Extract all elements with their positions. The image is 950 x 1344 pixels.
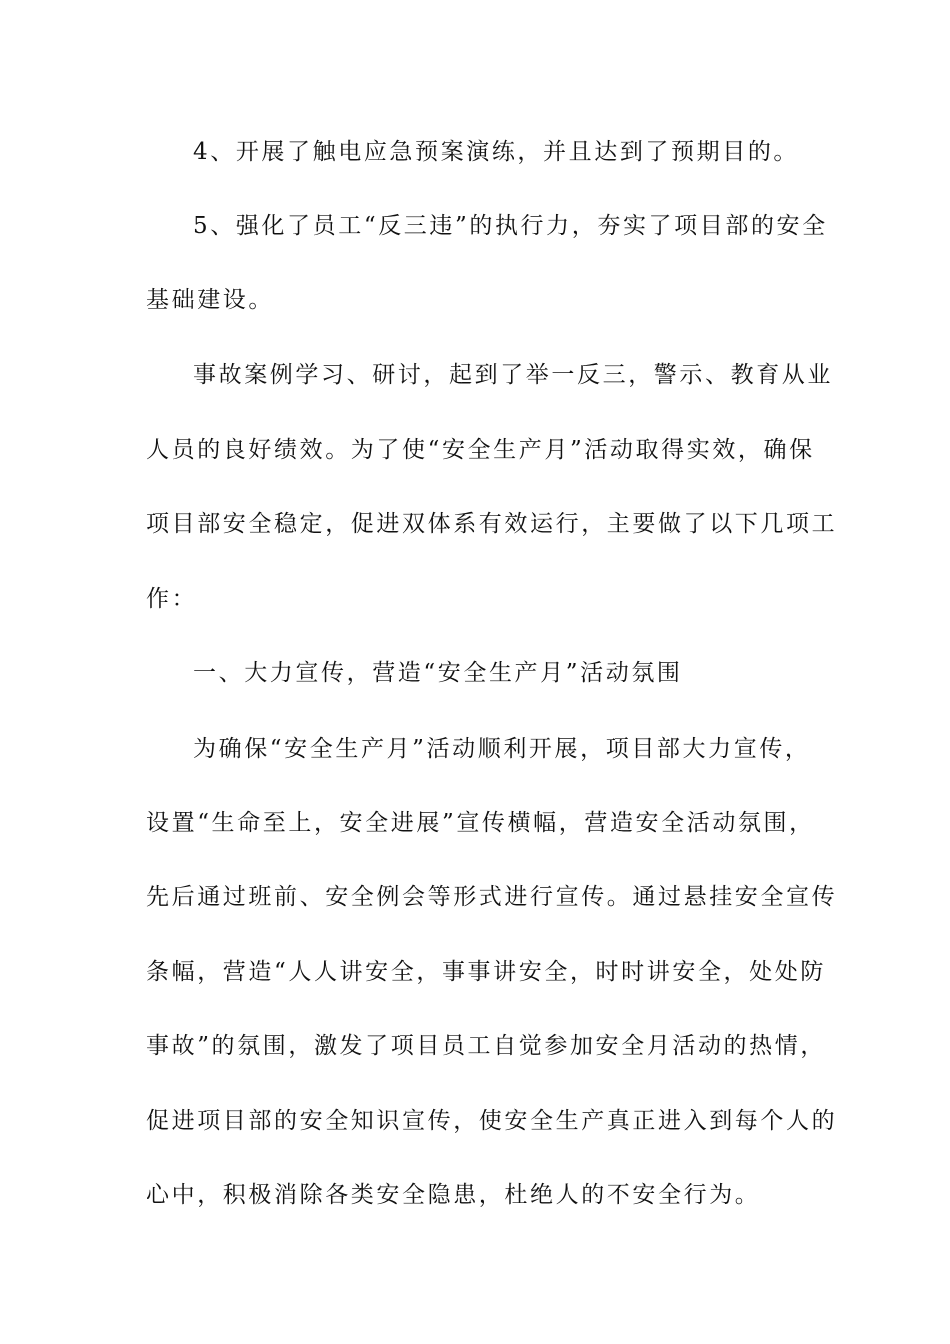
text-line: 为确保“安全生产月”活动顺利开展，项目部大力宣传， <box>193 736 811 762</box>
text-line: 人员的良好绩效。为了使“安全生产月”活动取得实效，确保 <box>146 437 815 463</box>
text-line: 心中，积极消除各类安全隐患，杜绝人的不安全行为。 <box>146 1182 761 1208</box>
text-line: 促进项目部的安全知识宣传，使安全生产真正进入到每个人的 <box>146 1108 838 1134</box>
text-line: 项目部安全稳定，促进双体系有效运行，主要做了以下几项工 <box>146 511 838 537</box>
text-line: 5、强化了员工“反三违”的执行力，夯实了项目部的安全 <box>193 213 828 239</box>
text-line: 作： <box>146 586 198 612</box>
text-line: 条幅，营造“人人讲安全，事事讲安全，时时讲安全，处处防 <box>146 959 826 985</box>
section-heading: 一、大力宣传，营造“安全生产月”活动氛围 <box>193 660 683 686</box>
text-line: 事故案例学习、研讨，起到了举一反三，警示、教育从业 <box>193 362 833 388</box>
text-line: 先后通过班前、安全例会等形式进行宣传。通过悬挂安全宣传 <box>146 884 838 910</box>
text-line: 4、开展了触电应急预案演练，并且达到了预期目的。 <box>193 139 800 165</box>
text-line: 事故”的氛围，激发了项目员工自觉参加安全月活动的热情， <box>146 1033 826 1059</box>
text-line: 设置“生命至上，安全进展”宣传横幅，营造安全活动氛围， <box>146 810 815 836</box>
text-line: 基础建设。 <box>146 287 274 313</box>
